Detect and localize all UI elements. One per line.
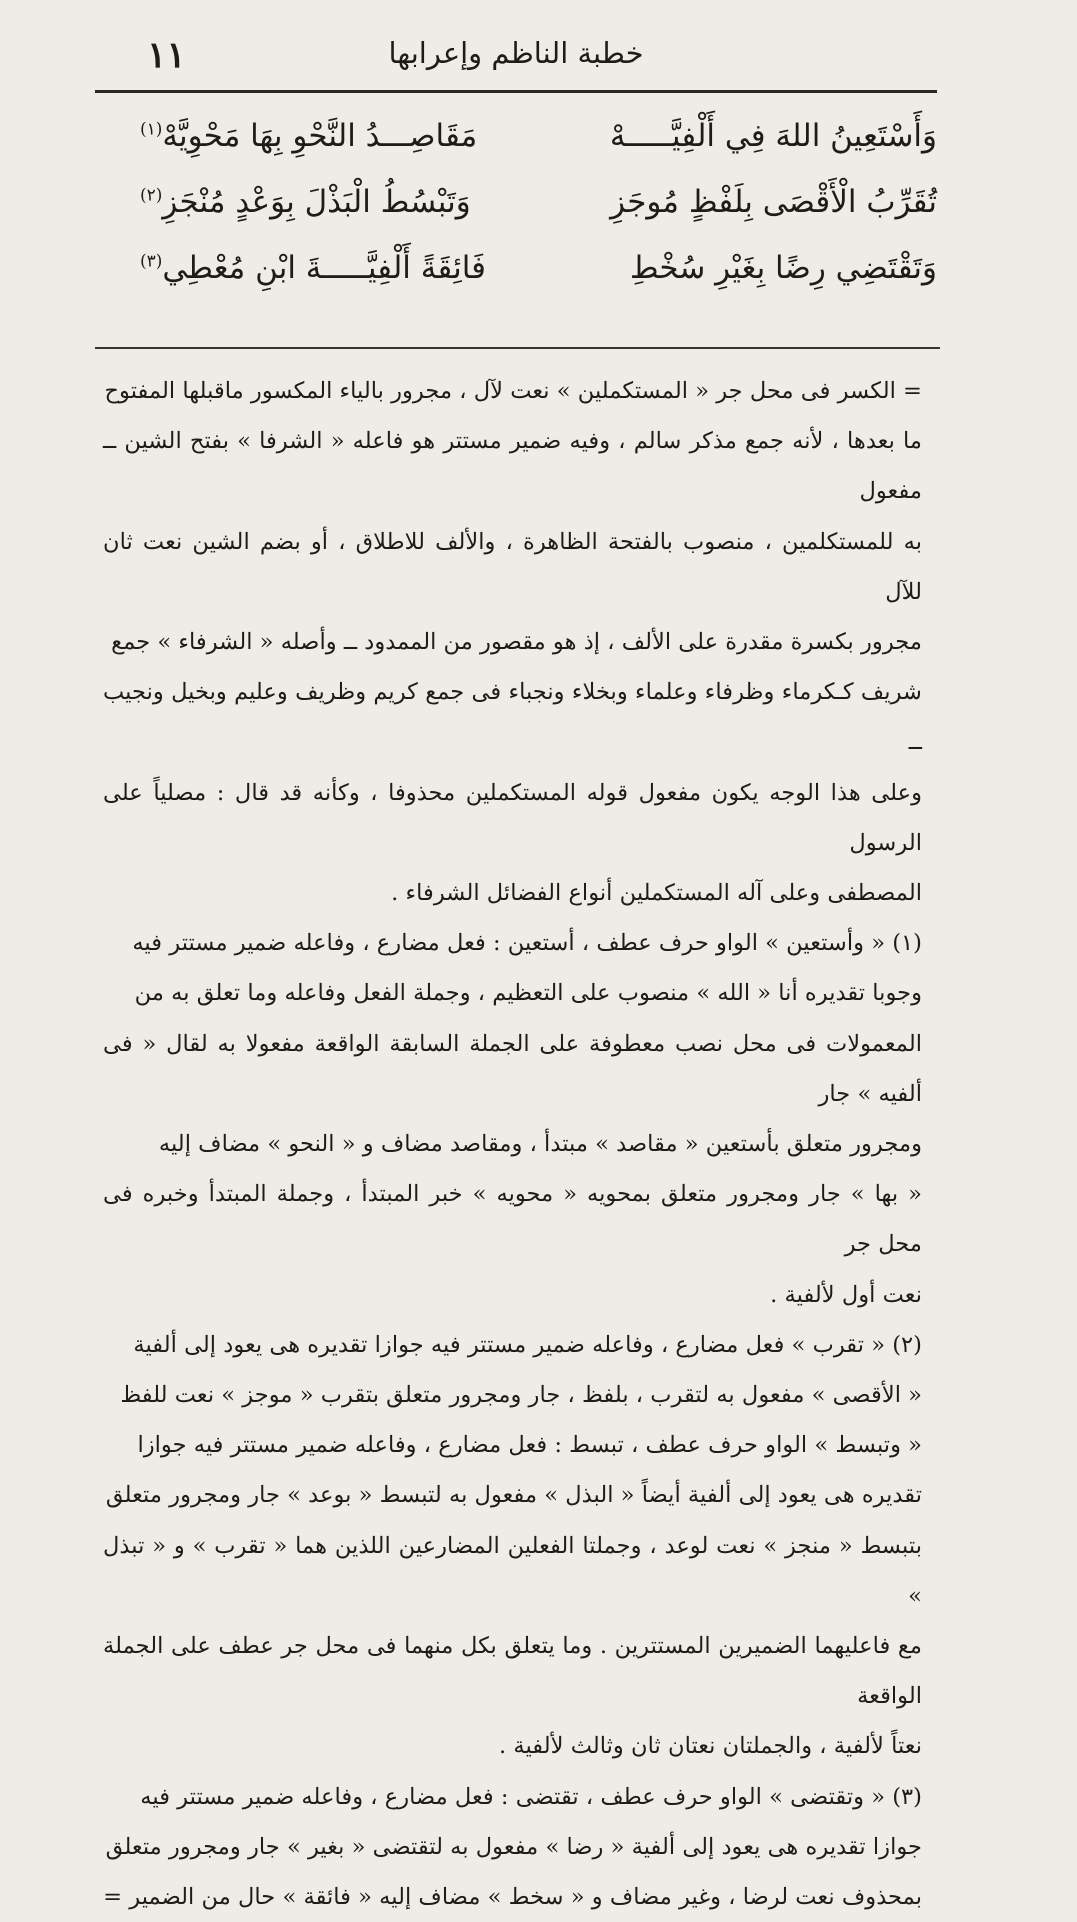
commentary-continuation: [103, 366, 922, 918]
footnote-marker: (١): [140, 119, 163, 140]
text-line: تقديره هى يعود إلى ألفية أيضاً « البذل » مفعول به لتبسط « بوعد » جار ومجرور متعلق: [105, 1482, 922, 1509]
text-line: بتبسط « منجز » نعت لوعد ، وجملتا الفعلين المضارعين اللذين هما « تقرب » و « تبذل »: [103, 1532, 922, 1609]
text-line: به للمستكلمين ، منصوب بالفتحة الظاهرة ، والألف للاطلاق ، أو بضم الشين نعت ثان للآل: [103, 528, 922, 605]
text-line: « بها » جار ومجرور متعلق بمحويه « محويه » خبر المبتدأ ، وجملة المبتدأ وخبره فى محل جر: [103, 1181, 922, 1258]
text-line: ومجرور متعلق بأستعين « مقاصد » مبتدأ ، ومقاصد مضاف و « النحو » مضاف إليه: [158, 1131, 922, 1158]
text-line: = الكسر فى محل جر « المستكملين » نعت لآل ، مجرور بالياء المكسور ماقبلها المفتوح: [104, 378, 922, 404]
verse-second-hemistich: مَقَاصِـــدُ النَّحْوِ بِهَا مَحْوِيَّهْ$^{(١)}$: [140, 118, 478, 154]
text-line: (٢) « تقرب » فعل مضارع ، وفاعله ضمير مستتر فيه جوازا تقديره هى يعود إلى ألفية: [133, 1331, 922, 1358]
verse-second-hemistich: فَائِقَةً أَلْفِيَّـــــةَ ابْنِ مُعْطِي$^{(٣)}$: [140, 250, 486, 286]
text-line: شريف كـكرماء وظرفاء وعلماء وبخلاء ونجباء فى جمع كريم وظريف وعليم وبخيل ونجيب ــ: [103, 679, 922, 756]
footnote-1: [103, 918, 922, 1320]
verse-first-hemistich: وَأَسْتَعِينُ اللهَ فِي أَلْفِيَّـــــهْ: [609, 118, 937, 154]
commentary-footnotes: [103, 366, 922, 1922]
verse-line: [140, 184, 937, 250]
verse-line: [140, 250, 937, 316]
text-line: جوازا تقديره هى يعود إلى ألفية « رضا » مفعول به لتقتضى « بغير » جار ومجرور متعلق: [105, 1833, 922, 1860]
verse-first-hemistich: تُقَرِّبُ الْأَقْصَى بِلَفْظٍ مُوجَزِ: [610, 184, 937, 220]
text-line: مع فاعليهما الضميرين المستترين . وما يتعلق بكل منهما فى محل جر عطف على الجملة الواقعة: [103, 1633, 922, 1710]
text-line: (٣) « وتقتضى » الواو حرف عطف ، تقتضى : فعل مضارع ، وفاعله ضمير مستتر فيه: [140, 1783, 922, 1810]
page-header: [95, 28, 937, 93]
page-number: ١١: [147, 34, 186, 76]
footnote-separator: [95, 347, 940, 349]
text-line: بمحذوف نعت لرضا ، وغير مضاف و « سخط » مضاف إليه « فائقة » حال من الضمير =: [103, 1884, 922, 1911]
footnote-3: [103, 1772, 922, 1922]
footnote-marker: (٣): [140, 251, 163, 272]
verse-line: [140, 118, 937, 184]
text-line: نعتاً لألفية ، والجملتان نعتان ثان وثالث لألفية .: [499, 1733, 922, 1760]
text-line: مجرور بكسرة مقدرة على الألف ، إذ هو مقصور من الممدود ــ وأصله « الشرفاء » جمع: [111, 629, 922, 656]
text-line: نعت أول لألفية .: [770, 1281, 922, 1308]
text-line: « الأقصى » مفعول به لتقرب ، بلفظ ، جار ومجرور متعلق بتقرب « موجز » نعت للفظ: [120, 1382, 922, 1409]
text-line: المصطفى وعلى آله المستكملين أنواع الفضائل الشرفاء .: [391, 880, 922, 907]
text-line: وعلى هذا الوجه يكون مفعول قوله المستكملين محذوفا ، وكأنه قد قال : مصلياً على الرسول: [103, 779, 922, 856]
verse-first-hemistich: وَتَقْتَضِي رِضًا بِغَيْرِ سُخْطِ: [629, 250, 937, 286]
text-line: (١) « وأستعين » الواو حرف عطف ، أستعين : فعل مضارع ، وفاعله ضمير مستتر فيه: [132, 930, 922, 957]
text-line: وجوبا تقديره أنا « الله » منصوب على التعظيم ، وجملة الفعل وفاعله وما تعلق به من: [134, 980, 922, 1007]
text-line: ما بعدها ، لأنه جمع مذكر سالم ، وفيه ضمير مستتر هو فاعله « الشرفا » بفتح الشين ــ مفعول: [103, 428, 922, 505]
verse-second-hemistich: وَتَبْسُطُ الْبَذْلَ بِوَعْدٍ مُنْجَزِ$^{(٢)}$: [140, 184, 471, 220]
footnote-2: [103, 1320, 922, 1772]
running-title: خطبة الناظم وإعرابها: [388, 36, 644, 70]
verse-block: [140, 118, 937, 316]
footnote-marker: (٢): [140, 185, 163, 206]
text-line: المعمولات فى محل نصب معطوفة على الجملة السابقة الواقعة مفعولا به لقال « فى ألفيه » جار: [103, 1030, 922, 1107]
text-line: « وتبسط » الواو حرف عطف ، تبسط : فعل مضارع ، وفاعله ضمير مستتر فيه جوازا: [137, 1432, 922, 1459]
